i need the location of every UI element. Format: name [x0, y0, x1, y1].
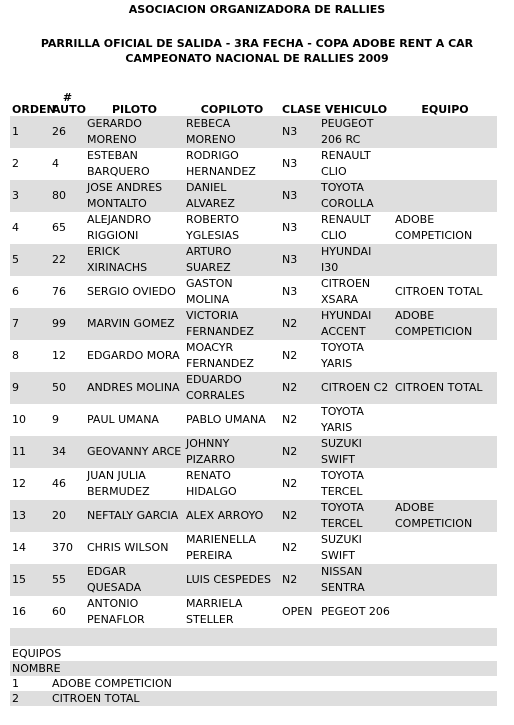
col-orden: ORDEN: [12, 103, 56, 116]
cell-equipo: [393, 340, 497, 372]
cell-piloto: JOSE ANDRES MONTALTO: [87, 181, 163, 210]
cell-auto: 46: [52, 477, 66, 490]
table-row: [10, 340, 497, 372]
col-vehiculo: VEHICULO: [324, 103, 388, 116]
cell-vehiculo: CITROEN XSARA: [321, 277, 371, 306]
org-title: ASOCIACION ORGANIZADORA DE RALLIES: [128, 3, 386, 16]
cell-vehiculo: RENAULT CLIO: [321, 149, 371, 178]
cell-orden: 16: [12, 605, 26, 618]
equipos-title: EQUIPOS: [12, 646, 62, 660]
cell-vehiculo: PEGEOT 206: [321, 605, 390, 618]
cell-piloto: ERICK XIRINACHS: [87, 245, 148, 274]
cell-auto: 12: [52, 349, 66, 362]
equipos-name: ADOBE COMPETICION: [52, 676, 172, 690]
cell-orden: 4: [12, 221, 19, 234]
cell-equipo: CITROEN TOTAL: [395, 285, 483, 298]
grid-body: [10, 116, 497, 628]
cell-piloto: ANTONIO PENAFLOR: [87, 597, 145, 626]
cell-vehiculo: TOYOTA YARIS: [321, 405, 364, 434]
cell-clase: N2: [282, 477, 298, 490]
spacer-row: [10, 628, 497, 646]
equipos-nombre-header: NOMBRE: [12, 661, 61, 675]
cell-orden: 11: [12, 445, 26, 458]
cell-piloto: EDGARDO MORA: [87, 349, 180, 362]
cell-orden: 3: [12, 189, 19, 202]
cell-clase: N2: [282, 573, 298, 586]
cell-copiloto: MARRIELA STELLER: [186, 597, 243, 626]
cell-auto: 26: [52, 125, 66, 138]
cell-orden: 9: [12, 381, 19, 394]
equipos-name: CITROEN TOTAL: [52, 691, 140, 705]
cell-orden: 14: [12, 541, 26, 554]
cell-equipo: [393, 148, 497, 180]
cell-piloto: ALEJANDRO RIGGIONI: [87, 213, 152, 242]
cell-vehiculo: SUZUKI SWIFT: [321, 533, 362, 562]
cell-auto: 76: [52, 285, 66, 298]
cell-piloto: GEOVANNY ARCE: [87, 445, 182, 458]
doc-subtitle: CAMPEONATO NACIONAL DE RALLIES 2009: [125, 52, 389, 65]
cell-copiloto: REBECA MORENO: [186, 117, 236, 146]
cell-auto: 370: [52, 541, 73, 554]
cell-vehiculo: CITROEN C2: [321, 381, 389, 394]
cell-auto: 80: [52, 189, 66, 202]
cell-clase: N2: [282, 541, 298, 554]
equipos-section: [10, 628, 497, 706]
col-auto-hash: #: [62, 91, 73, 104]
cell-equipo: [393, 180, 497, 212]
cell-equipo: ADOBE COMPETICION: [395, 309, 473, 338]
cell-auto: 34: [52, 445, 66, 458]
cell-vehiculo: RENAULT CLIO: [321, 213, 371, 242]
cell-orden: 10: [12, 413, 26, 426]
table-row: [10, 532, 497, 564]
equipos-row: [10, 676, 497, 691]
cell-equipo: [393, 564, 497, 596]
cell-orden: 5: [12, 253, 19, 266]
cell-piloto: PAUL UMANA: [87, 413, 159, 426]
cell-orden: 2: [12, 157, 19, 170]
cell-vehiculo: NISSAN SENTRA: [321, 565, 365, 594]
table-row: [10, 148, 497, 180]
cell-equipo: [393, 436, 497, 468]
cell-copiloto: JOHNNY PIZARRO: [186, 437, 235, 466]
cell-piloto: JUAN JULIA BERMUDEZ: [87, 469, 150, 498]
cell-orden: 7: [12, 317, 19, 330]
cell-clase: N3: [282, 253, 298, 266]
cell-orden: 8: [12, 349, 19, 362]
cell-clase: N2: [282, 381, 298, 394]
cell-auto: 50: [52, 381, 66, 394]
col-equipo: EQUIPO: [421, 103, 469, 116]
cell-copiloto: RENATO HIDALGO: [186, 469, 237, 498]
cell-copiloto: DANIEL ALVAREZ: [186, 181, 235, 210]
equipos-row: [10, 691, 497, 706]
cell-vehiculo: TOYOTA YARIS: [321, 341, 364, 370]
cell-clase: N2: [282, 349, 298, 362]
cell-equipo: [393, 468, 497, 500]
table-row: [10, 372, 497, 404]
col-piloto: PILOTO: [112, 103, 157, 116]
cell-vehiculo: TOYOTA TERCEL: [321, 469, 364, 498]
cell-auto: 9: [52, 413, 59, 426]
cell-clase: N3: [282, 157, 298, 170]
cell-orden: 13: [12, 509, 26, 522]
cell-auto: 55: [52, 573, 66, 586]
cell-auto: 20: [52, 509, 66, 522]
cell-clase: N3: [282, 125, 298, 138]
cell-auto: 99: [52, 317, 66, 330]
starting-grid-table: [10, 86, 497, 706]
cell-clase: OPEN: [282, 605, 313, 618]
doc-title: PARRILLA OFICIAL DE SALIDA - 3RA FECHA - COPA ADOBE RENT A CAR: [40, 37, 474, 50]
cell-equipo: [393, 532, 497, 564]
cell-clase: N3: [282, 221, 298, 234]
cell-vehiculo: PEUGEOT 206 RC: [321, 117, 374, 146]
cell-copiloto: EDUARDO CORRALES: [186, 373, 245, 402]
table-row: [10, 116, 497, 148]
cell-clase: N2: [282, 445, 298, 458]
cell-equipo: [393, 404, 497, 436]
cell-equipo: ADOBE COMPETICION: [395, 501, 473, 530]
cell-vehiculo: HYUNDAI I30: [321, 245, 372, 274]
cell-clase: N2: [282, 317, 298, 330]
cell-orden: 12: [12, 477, 26, 490]
col-copiloto: COPILOTO: [200, 103, 264, 116]
table-row: [10, 180, 497, 212]
cell-copiloto: LUIS CESPEDES: [186, 573, 271, 586]
table-row: [10, 596, 497, 628]
cell-orden: 1: [12, 125, 19, 138]
cell-piloto: GERARDO MORENO: [87, 117, 142, 146]
cell-clase: N3: [282, 189, 298, 202]
cell-orden: 15: [12, 573, 26, 586]
cell-copiloto: ARTURO SUAREZ: [186, 245, 232, 274]
cell-piloto: MARVIN GOMEZ: [87, 317, 175, 330]
equipos-num: 2: [12, 691, 19, 705]
cell-copiloto: GASTON MOLINA: [186, 277, 233, 306]
cell-copiloto: RODRIGO HERNANDEZ: [186, 149, 256, 178]
table-row: [10, 564, 497, 596]
table-row: [10, 404, 497, 436]
cell-auto: 22: [52, 253, 66, 266]
cell-vehiculo: HYUNDAI ACCENT: [321, 309, 372, 338]
col-auto-label: AUTO: [52, 103, 86, 116]
cell-vehiculo: TOYOTA COROLLA: [321, 181, 374, 210]
cell-equipo: CITROEN TOTAL: [395, 381, 483, 394]
cell-copiloto: MOACYR FERNANDEZ: [186, 341, 254, 370]
equipos-num: 1: [12, 676, 19, 690]
cell-vehiculo: TOYOTA TERCEL: [321, 501, 364, 530]
cell-copiloto: ROBERTO YGLESIAS: [186, 213, 240, 242]
table-row: [10, 244, 497, 276]
cell-piloto: ESTEBAN BARQUERO: [87, 149, 150, 178]
col-auto: [50, 86, 85, 116]
cell-piloto: NEFTALY GARCIA: [87, 509, 179, 522]
equipos-title-row: [10, 646, 497, 661]
table-row: [10, 276, 497, 308]
cell-vehiculo: SUZUKI SWIFT: [321, 437, 362, 466]
table-row: [10, 500, 497, 532]
table-row: [10, 468, 497, 500]
cell-copiloto: PABLO UMANA: [186, 413, 266, 426]
cell-equipo: [393, 244, 497, 276]
cell-auto: 65: [52, 221, 66, 234]
table-header-row: [10, 86, 497, 116]
table-row: [10, 212, 497, 244]
cell-copiloto: ALEX ARROYO: [186, 509, 264, 522]
cell-copiloto: MARIENELLA PEREIRA: [186, 533, 257, 562]
cell-equipo: ADOBE COMPETICION: [395, 213, 473, 242]
table-row: [10, 436, 497, 468]
cell-piloto: SERGIO OVIEDO: [87, 285, 176, 298]
cell-auto: 60: [52, 605, 66, 618]
col-clase: CLASE: [282, 103, 322, 116]
cell-clase: N2: [282, 413, 298, 426]
cell-copiloto: VICTORIA FERNANDEZ: [186, 309, 254, 338]
cell-equipo: [393, 596, 497, 628]
cell-clase: N3: [282, 285, 298, 298]
cell-piloto: EDGAR QUESADA: [87, 565, 142, 594]
table-row: [10, 308, 497, 340]
cell-piloto: ANDRES MOLINA: [87, 381, 180, 394]
cell-clase: N2: [282, 509, 298, 522]
cell-orden: 6: [12, 285, 19, 298]
equipos-header-row: [10, 661, 497, 676]
cell-equipo: [393, 116, 497, 148]
cell-piloto: CHRIS WILSON: [87, 541, 169, 554]
cell-auto: 4: [52, 157, 59, 170]
